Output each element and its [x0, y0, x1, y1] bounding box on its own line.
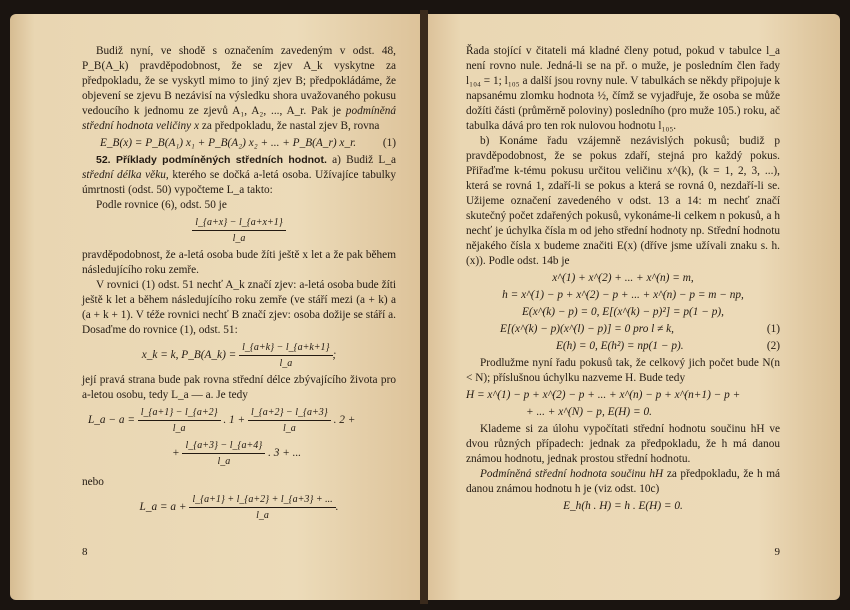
right-equation-7: + ... + x^(N) − p, E(H) = 0. — [526, 406, 652, 418]
left-equation-3: L_a − a = $\frac{l\_\{a+1\} - l\_\{a+2\}}{l\_a}$ . 1 + $\frac{l\_\{a+2\} - l\_\{a+3\}}{l\_a}$ . 2 + — [88, 407, 356, 434]
right-paragraph-1: Řada stojící v čitateli má kladné členy potud, pokud v tabulce l_a není rovno nule. Jedná-li se na př. o muže, je posledním člen řady l₁₀₄ = 1; l₁₀₅ a další jsou rovny nule. V tabulkách se někdy připojuje k napsanému zlomku hodnota ½, čímž se vyjadřuje, že osoba se může dožíti části (průměrně poloviny) posledního (pro muže 105.) roku, ač tabulka dává pro ten rok nulovou hodnotu l₁₀₅. — [466, 45, 780, 132]
right-equation-8: E_h(h . H) = h . E(H) = 0. — [563, 500, 683, 512]
right-equation-2: h = x^(1) − p + x^(2) − p + ... + x^(n) − p = m − np, — [502, 289, 744, 301]
right-equation-1: x^(1) + x^(2) + ... + x^(n) = m, — [552, 272, 694, 284]
right-page — [428, 14, 840, 600]
right-paragraph-5: Podmíněná střední hodnota součinu hH za předpokladu, že h má danou známou hodnotu h je (viz odst. 10c) — [466, 468, 780, 495]
section-52-intro: 52. Příklady podmíněných středních hodnot. a) Budiž L_a střední délka věku, kterého se dočká a-letá osoba. Užívajíce tabulky úmrtnosti (odst. 50) vypočteme L_a takto: — [82, 154, 396, 196]
left-paragraph-4: její pravá strana bude pak rovna střední délce zbývajícího života pro a-letou osobu, tedy L_a — a. Je tedy — [82, 374, 396, 401]
right-equation-5: E(h) = 0, E(h²) = np(1 − p). (2) — [556, 340, 780, 352]
right-equation-6: H = x^(1) − p + x^(2) − p + ... + x^(n) − p + x^(n+1) − p + — [466, 389, 741, 401]
left-fraction-1: $\frac{l\_\{a+x\} - l\_\{a+x+1\}}{l\_a}$ — [82, 215, 396, 246]
right-paragraph-2: b) Konáme řadu vzájemně nezávislých pokusů; budiž p pravděpodobnost, že se pokus zdaří, stejná pro každý pokus. Přiřaďme k-tému pokusu určitou veličinu x^(k), (k = 1, 2, 3, ...), která se rovná 1, zdaří-li se pokus a která se rovná 0, nezdaří-li se. Užijeme označení zavedeného v odst. 13 a 14: m nechť značí skutečný počet zdařených pokusů, vykonáme-li celkem n pokusů, a h nechť je úchylka čísla m od jeho střední hodnoty np. Střední hodnotu nějakého čísla x budeme značiti E(x) (dříve jsme užívali znaku s. h. (x)). Podle odst. 14b je — [466, 135, 780, 267]
page-number-right: 9 — [774, 546, 780, 558]
left-page — [10, 14, 420, 600]
right-paragraph-3: Prodlužme nyní řadu pokusů tak, že celkový jich počet bude N(n < N); příslušnou úchylku nazveme H. Bude tedy — [466, 357, 780, 384]
right-paragraph-4: Klademe si za úlohu vypočítati střední hodnotu součinu hH ve dvou různých případech: jednak za předpokladu, že h má danou známou hodnotu, jednak prostou střední hodnotu. — [466, 423, 780, 465]
left-equation-1: E_B(x) = P_B(A₁) x₁ + P_B(A₂) x₂ + ... + P_B(A_r) x_r. (1) — [100, 137, 396, 149]
right-equation-4: E[(x^(k) − p)(x^(l) − p)] = 0 pro l ≠ k, (1) — [500, 323, 780, 335]
left-equation-3b: + $\frac{l\_\{a+3\} - l\_\{a+4\}}{l\_a}$ . 3 + ... — [172, 440, 302, 467]
left-equation-2: x_k = k, P_B(A_k) = $\frac{l\_\{a+k\} - l\_\{a+k+1\}}{l\_a}$ ; — [141, 342, 337, 369]
book-gutter — [420, 10, 428, 604]
left-equation-4: L_a = a + $\frac{l\_\{a+1\} + l\_\{a+2\} + l\_\{a+3\} + ...}{l\_a}$ . — [139, 494, 339, 521]
line-podle: Podle rovnice (6), odst. 50 je — [96, 199, 227, 211]
left-paragraph-2: pravděpodobnost, že a-letá osoba bude žíti ještě x let a že pak během následujícího roku zemře. — [82, 249, 396, 276]
page-number-left: 8 — [82, 546, 88, 558]
left-paragraph-1: Budiž nyní, ve shodě s označením zavedeným v odst. 48, P_B(A_k) pravděpodobnost, že se zjev A_k vyskytne za předpokladu, že se vyskytl mimo to jiný zjev B; předpokládáme, že objevení se zjevu B nezávisí na výsledku shora uvažovaného pokusu vedoucího k jednomu ze zjevů A₁, A₂, ..., A_r. Pak je podmíněná střední hodnota veličiny x za předpokladu, že nastal zjev B, rovna — [82, 45, 396, 132]
right-equation-3: E(x^(k) − p) = 0, E[(x^(k) − p)²] = p(1 − p), — [522, 306, 724, 318]
section-heading: 52. Příklady podmíněných středních hodnot. — [96, 154, 327, 166]
nebo-label: nebo — [82, 476, 104, 488]
left-paragraph-3: V rovnici (1) odst. 51 nechť A_k značí zjev: a-letá osoba bude žíti ještě k let a během následujícího roku zemře (ve stáří mezi (a + k) a (a + k + 1). V téže rovnici nechť B značí zjev: osoba dožije se stáří a. Dosaďme do rovnice (1), odst. 51: — [82, 279, 396, 336]
